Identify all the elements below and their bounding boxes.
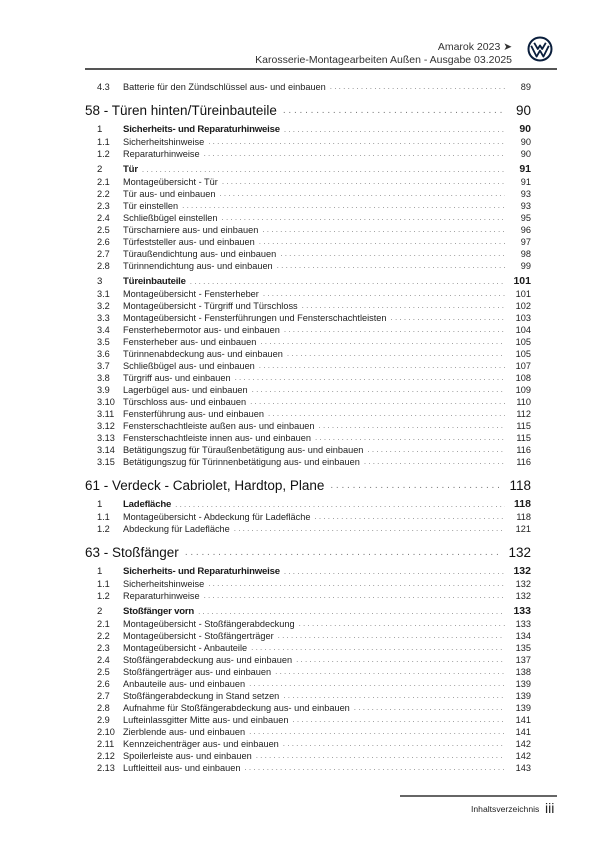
footer-divider <box>400 795 557 797</box>
entry-page: 132 <box>513 565 531 577</box>
entry-number: 3.3 <box>97 313 110 323</box>
toc-item[interactable] <box>85 749 531 761</box>
entry-page: 133 <box>513 605 531 617</box>
dot-leader <box>263 289 505 299</box>
dot-leader <box>198 607 505 617</box>
dot-leader <box>249 727 505 737</box>
dot-leader <box>302 301 505 311</box>
entry-number: 2.12 <box>97 751 115 761</box>
entry-number: 3.2 <box>97 301 110 311</box>
entry-title: Türgriff aus- und einbauen <box>123 373 231 383</box>
entry-title: 61 - Verdeck - Cabriolet, Hardtop, Plane <box>85 478 325 493</box>
dot-leader <box>354 703 505 713</box>
entry-title: Betätigungszug für Türinnenbetätigung aus- und einbauen <box>123 457 360 467</box>
dot-leader <box>234 524 505 534</box>
toc-item[interactable] <box>85 761 531 773</box>
entry-title: Montageübersicht - Tür <box>123 177 218 187</box>
entry-title: Türscharniere aus- und einbauen <box>123 225 259 235</box>
entry-page: 141 <box>515 715 531 725</box>
entry-title: Stoßfängerabdeckung aus- und einbauen <box>123 655 293 665</box>
toc-chapter[interactable] <box>85 101 531 118</box>
entry-page: 118 <box>514 498 531 510</box>
entry-number: 2 <box>97 606 103 617</box>
entry-title: Luftleitteil aus- und einbauen <box>123 763 241 773</box>
entry-title: Montageübersicht - Fensterführungen und Fensterschachtleisten <box>123 313 387 323</box>
entry-page: 116 <box>516 457 531 467</box>
entry-title: Schließbügel aus- und einbauen <box>123 361 255 371</box>
dot-leader <box>250 397 505 407</box>
entry-page: 110 <box>516 397 531 407</box>
entry-page: 104 <box>515 325 531 335</box>
entry-page: 137 <box>515 655 531 665</box>
entry-number: 1.1 <box>97 137 110 147</box>
toc-item[interactable] <box>85 299 531 311</box>
entry-title: Kennzeichenträger aus- und einbauen <box>123 739 279 749</box>
dot-leader <box>283 691 505 701</box>
toc-item[interactable] <box>85 737 531 749</box>
toc-item[interactable] <box>85 235 531 247</box>
dot-leader <box>222 213 506 223</box>
dot-leader <box>219 189 505 199</box>
entry-page: 134 <box>515 631 531 641</box>
toc-chapter[interactable] <box>85 476 531 493</box>
entry-page: 142 <box>515 751 531 761</box>
toc-item[interactable] <box>85 653 531 665</box>
dot-leader <box>249 679 505 689</box>
entry-number: 3 <box>97 276 103 287</box>
entry-page: 98 <box>520 249 531 259</box>
entry-page: 142 <box>515 739 531 749</box>
entry-number: 1 <box>97 499 103 510</box>
entry-title: Türaußendichtung aus- und einbauen <box>123 249 277 259</box>
dot-leader <box>278 631 505 641</box>
dot-leader <box>262 225 505 235</box>
entry-number: 2.3 <box>97 201 110 211</box>
entry-number: 1 <box>97 124 103 135</box>
dot-leader <box>287 349 505 359</box>
entry-number: 2.8 <box>97 261 110 271</box>
entry-number: 2.6 <box>97 237 110 247</box>
dot-leader <box>235 373 505 383</box>
toc-item[interactable] <box>85 407 531 419</box>
toc-section[interactable] <box>85 497 531 510</box>
entry-page: 101 <box>513 275 531 287</box>
entry-title: Montageübersicht - Abdeckung für Ladefläche <box>123 512 311 522</box>
entry-title: Fensterschachtleiste innen aus- und einbauen <box>123 433 311 443</box>
entry-number: 4.3 <box>97 82 110 92</box>
entry-page: 96 <box>520 225 531 235</box>
entry-title: Montageübersicht - Stoßfängerträger <box>123 631 274 641</box>
toc-item[interactable] <box>85 259 531 271</box>
entry-page: 93 <box>520 201 531 211</box>
toc-item[interactable] <box>85 395 531 407</box>
entry-page: 135 <box>515 643 531 653</box>
dot-leader <box>284 325 505 335</box>
entry-number: 3.5 <box>97 337 110 347</box>
entry-number: 2 <box>97 164 103 175</box>
entry-number: 1.2 <box>97 591 110 601</box>
entry-title: Fensterhebermotor aus- und einbauen <box>123 325 280 335</box>
entry-title: Türinnendichtung aus- und einbauen <box>123 261 273 271</box>
entry-page: 108 <box>515 373 531 383</box>
entry-page: 138 <box>515 667 531 677</box>
entry-number: 2.6 <box>97 679 110 689</box>
dot-leader <box>208 137 505 147</box>
entry-number: 2.10 <box>97 727 115 737</box>
entry-page: 139 <box>515 691 531 701</box>
entry-page: 89 <box>520 82 531 92</box>
dot-leader <box>142 165 505 175</box>
entry-number: 2.1 <box>97 619 110 629</box>
entry-title: 58 - Türen hinten/Türeinbauteile <box>85 103 277 118</box>
entry-number: 3.10 <box>97 397 115 407</box>
toc-item[interactable] <box>85 455 531 467</box>
entry-page: 115 <box>516 433 531 443</box>
entry-page: 112 <box>516 409 531 419</box>
toc-item[interactable] <box>85 629 531 641</box>
toc-item[interactable] <box>85 713 531 725</box>
entry-title: Türinnenabdeckung aus- und einbauen <box>123 349 283 359</box>
toc-section[interactable] <box>85 604 531 617</box>
entry-page: 103 <box>515 313 531 323</box>
entry-title: Zierblende aus- und einbauen <box>123 727 246 737</box>
toc-item[interactable] <box>85 247 531 259</box>
entry-number: 3.8 <box>97 373 110 383</box>
toc-item[interactable] <box>85 135 531 147</box>
dot-leader <box>251 643 505 653</box>
entry-number: 2.5 <box>97 667 110 677</box>
toc-item[interactable] <box>85 175 531 187</box>
dot-leader <box>222 177 505 187</box>
entry-number: 3.15 <box>97 457 115 467</box>
footer-label: Inhaltsverzeichnis <box>471 804 540 814</box>
entry-title: Reparaturhinweise <box>123 149 200 159</box>
toc-item[interactable] <box>85 617 531 629</box>
toc-item[interactable] <box>85 147 531 159</box>
entry-title: Montageübersicht - Anbauteile <box>123 643 248 653</box>
toc-item[interactable] <box>85 677 531 689</box>
entry-title: Montageübersicht - Türgriff und Türschloss <box>123 301 298 311</box>
entry-number: 3.9 <box>97 385 110 395</box>
entry-number: 2.9 <box>97 715 110 725</box>
entry-page: 95 <box>520 213 531 223</box>
toc-item[interactable] <box>85 522 531 534</box>
entry-number: 3.7 <box>97 361 110 371</box>
entry-page: 93 <box>520 189 531 199</box>
entry-number: 2.2 <box>97 189 110 199</box>
entry-page: 132 <box>515 591 531 601</box>
dot-leader <box>319 421 505 431</box>
dot-leader <box>283 739 505 749</box>
dot-leader <box>252 385 505 395</box>
dot-leader <box>315 433 505 443</box>
entry-number: 2.13 <box>97 763 115 773</box>
entry-title: Sicherheitshinweise <box>123 579 205 589</box>
entry-page: 116 <box>516 445 531 455</box>
entry-number: 1 <box>97 566 103 577</box>
dot-leader <box>391 313 505 323</box>
toc-item[interactable] <box>85 199 531 211</box>
entry-number: 2.8 <box>97 703 110 713</box>
toc-item[interactable] <box>85 211 531 223</box>
entry-page: 109 <box>515 385 531 395</box>
entry-title: Reparaturhinweise <box>123 591 200 601</box>
entry-title: Ladefläche <box>123 499 172 510</box>
dot-leader <box>185 547 503 560</box>
entry-title: Betätigungszug für Türaußenbetätigung aus- und einbauen <box>123 445 364 455</box>
entry-page: 90 <box>520 137 531 147</box>
entry-number: 2.7 <box>97 249 110 259</box>
toc-item[interactable] <box>85 725 531 737</box>
entry-number: 1.1 <box>97 512 110 522</box>
entry-number: 3.14 <box>97 445 115 455</box>
entry-number: 3.11 <box>97 409 115 419</box>
page-header <box>0 0 600 70</box>
dot-leader <box>292 715 505 725</box>
entry-page: 132 <box>508 545 531 560</box>
dot-leader <box>283 105 505 118</box>
entry-page: 97 <box>520 237 531 247</box>
entry-number: 1.1 <box>97 579 110 589</box>
entry-number: 2.5 <box>97 225 110 235</box>
toc-section[interactable] <box>85 274 531 287</box>
entry-page: 143 <box>515 763 531 773</box>
entry-title: Montageübersicht - Fensterheber <box>123 289 259 299</box>
dot-leader <box>268 409 505 419</box>
toc-item[interactable] <box>85 431 531 443</box>
entry-title: Spoilerleiste aus- und einbauen <box>123 751 252 761</box>
toc-item[interactable] <box>85 589 531 601</box>
entry-title: Montageübersicht - Stoßfängerabdeckung <box>123 619 295 629</box>
entry-title: Batterie für den Zündschlüssel aus- und einbauen <box>123 82 326 92</box>
entry-number: 1.2 <box>97 149 110 159</box>
toc-item[interactable] <box>85 577 531 589</box>
entry-number: 3.12 <box>97 421 115 431</box>
entry-page: 105 <box>515 349 531 359</box>
toc-section[interactable] <box>85 564 531 577</box>
dot-leader <box>284 567 505 577</box>
entry-title: Stoßfängerträger aus- und einbauen <box>123 667 272 677</box>
toc-item[interactable] <box>85 419 531 431</box>
header-model: Amarok 2023 ➤ <box>437 41 512 53</box>
dot-leader <box>330 480 503 493</box>
vw-logo-icon <box>527 36 553 62</box>
entry-page: 132 <box>515 579 531 589</box>
toc-item[interactable] <box>85 223 531 235</box>
dot-leader <box>367 445 505 455</box>
dot-leader <box>296 655 505 665</box>
entry-title: Fensterschachtleiste außen aus- und einbauen <box>123 421 315 431</box>
dot-leader <box>277 261 505 271</box>
entry-page: 105 <box>515 337 531 347</box>
entry-page: 107 <box>515 361 531 371</box>
entry-page: 90 <box>515 103 531 118</box>
dot-leader <box>364 457 505 467</box>
entry-title: Türeinbauteile <box>123 276 186 287</box>
toc-item[interactable] <box>85 287 531 299</box>
dot-leader <box>259 361 505 371</box>
toc-item[interactable] <box>85 641 531 653</box>
entry-number: 2.2 <box>97 631 110 641</box>
dot-leader <box>260 337 505 347</box>
entry-number: 1.2 <box>97 524 110 534</box>
header-divider <box>85 68 557 70</box>
dot-leader <box>208 579 505 589</box>
toc-item[interactable] <box>85 347 531 359</box>
entry-number: 3.1 <box>97 289 110 299</box>
entry-title: Türschloss aus- und einbauen <box>123 397 247 407</box>
toc-item[interactable] <box>85 323 531 335</box>
dot-leader <box>259 237 505 247</box>
entry-title: Stoßfänger vorn <box>123 606 195 617</box>
toc-chapter[interactable] <box>85 543 531 560</box>
toc-item[interactable] <box>85 311 531 323</box>
entry-page: 139 <box>515 679 531 689</box>
entry-page: 91 <box>519 163 531 175</box>
entry-page: 118 <box>516 512 531 522</box>
entry-number: 2.4 <box>97 213 110 223</box>
entry-title: Sicherheits- und Reparaturhinweise <box>123 566 280 577</box>
dot-leader <box>204 591 505 601</box>
toc-item[interactable] <box>85 383 531 395</box>
entry-page: 133 <box>515 619 531 629</box>
dot-leader <box>256 751 505 761</box>
toc-item[interactable] <box>85 510 531 522</box>
entry-number: 2.11 <box>97 739 115 749</box>
toc-item[interactable] <box>85 665 531 677</box>
entry-page: 90 <box>520 149 531 159</box>
dot-leader <box>244 763 505 773</box>
toc-item[interactable] <box>85 371 531 383</box>
entry-page: 99 <box>520 261 531 271</box>
entry-page: 90 <box>519 123 531 135</box>
entry-number: 3.6 <box>97 349 110 359</box>
entry-page: 141 <box>515 727 531 737</box>
entry-title: Schließbügel einstellen <box>123 213 218 223</box>
toc-item[interactable] <box>85 335 531 347</box>
dot-leader <box>280 249 505 259</box>
toc-entry-top[interactable] <box>85 80 531 92</box>
header-subtitle: Karosserie-Montagearbeiten Außen - Ausgabe 03.2025 <box>255 54 512 66</box>
entry-number: 3.13 <box>97 433 115 443</box>
entry-title: Abdeckung für Ladefläche <box>123 524 230 534</box>
entry-page: 121 <box>515 524 531 534</box>
entry-number: 3.4 <box>97 325 110 335</box>
entry-title: Tür <box>123 164 138 175</box>
entry-number: 2.1 <box>97 177 110 187</box>
entry-title: Stoßfängerabdeckung in Stand setzen <box>123 691 280 701</box>
entry-page: 101 <box>515 289 531 299</box>
entry-title: Lagerbügel aus- und einbauen <box>123 385 248 395</box>
toc-section[interactable] <box>85 162 531 175</box>
entry-page: 139 <box>515 703 531 713</box>
entry-page: 115 <box>516 421 531 431</box>
entry-title: Sicherheits- und Reparaturhinweise <box>123 124 280 135</box>
entry-title: Aufnahme für Stoßfängerabdeckung aus- und einbauen <box>123 703 350 713</box>
entry-number: 2.3 <box>97 643 110 653</box>
dot-leader <box>182 201 505 211</box>
entry-number: 2.7 <box>97 691 110 701</box>
toc-item[interactable] <box>85 187 531 199</box>
entry-title: Fensterführung aus- und einbauen <box>123 409 264 419</box>
entry-number: 2.4 <box>97 655 110 665</box>
dot-leader <box>330 82 505 92</box>
toc-section[interactable] <box>85 122 531 135</box>
toc-item[interactable] <box>85 689 531 701</box>
footer-page-number: iii <box>545 800 555 816</box>
dot-leader <box>190 277 505 287</box>
entry-title: Tür einstellen <box>123 201 179 211</box>
toc-item[interactable] <box>85 359 531 371</box>
entry-page: 91 <box>520 177 531 187</box>
entry-title: Lufteinlassgitter Mitte aus- und einbauen <box>123 715 289 725</box>
entry-page: 118 <box>509 478 531 493</box>
dot-leader <box>314 512 505 522</box>
dot-leader <box>284 125 505 135</box>
dot-leader <box>204 149 505 159</box>
table-of-contents <box>85 80 531 773</box>
dot-leader <box>299 619 505 629</box>
entry-title: Sicherheitshinweise <box>123 137 205 147</box>
entry-title: Tür aus- und einbauen <box>123 189 216 199</box>
dot-leader <box>275 667 505 677</box>
entry-page: 102 <box>515 301 531 311</box>
entry-title: 63 - Stoßfänger <box>85 545 179 560</box>
entry-title: Anbauteile aus- und einbauen <box>123 679 246 689</box>
dot-leader <box>175 500 505 510</box>
toc-item[interactable] <box>85 701 531 713</box>
entry-title: Fensterheber aus- und einbauen <box>123 337 257 347</box>
toc-item[interactable] <box>85 443 531 455</box>
entry-title: Türfeststeller aus- und einbauen <box>123 237 255 247</box>
